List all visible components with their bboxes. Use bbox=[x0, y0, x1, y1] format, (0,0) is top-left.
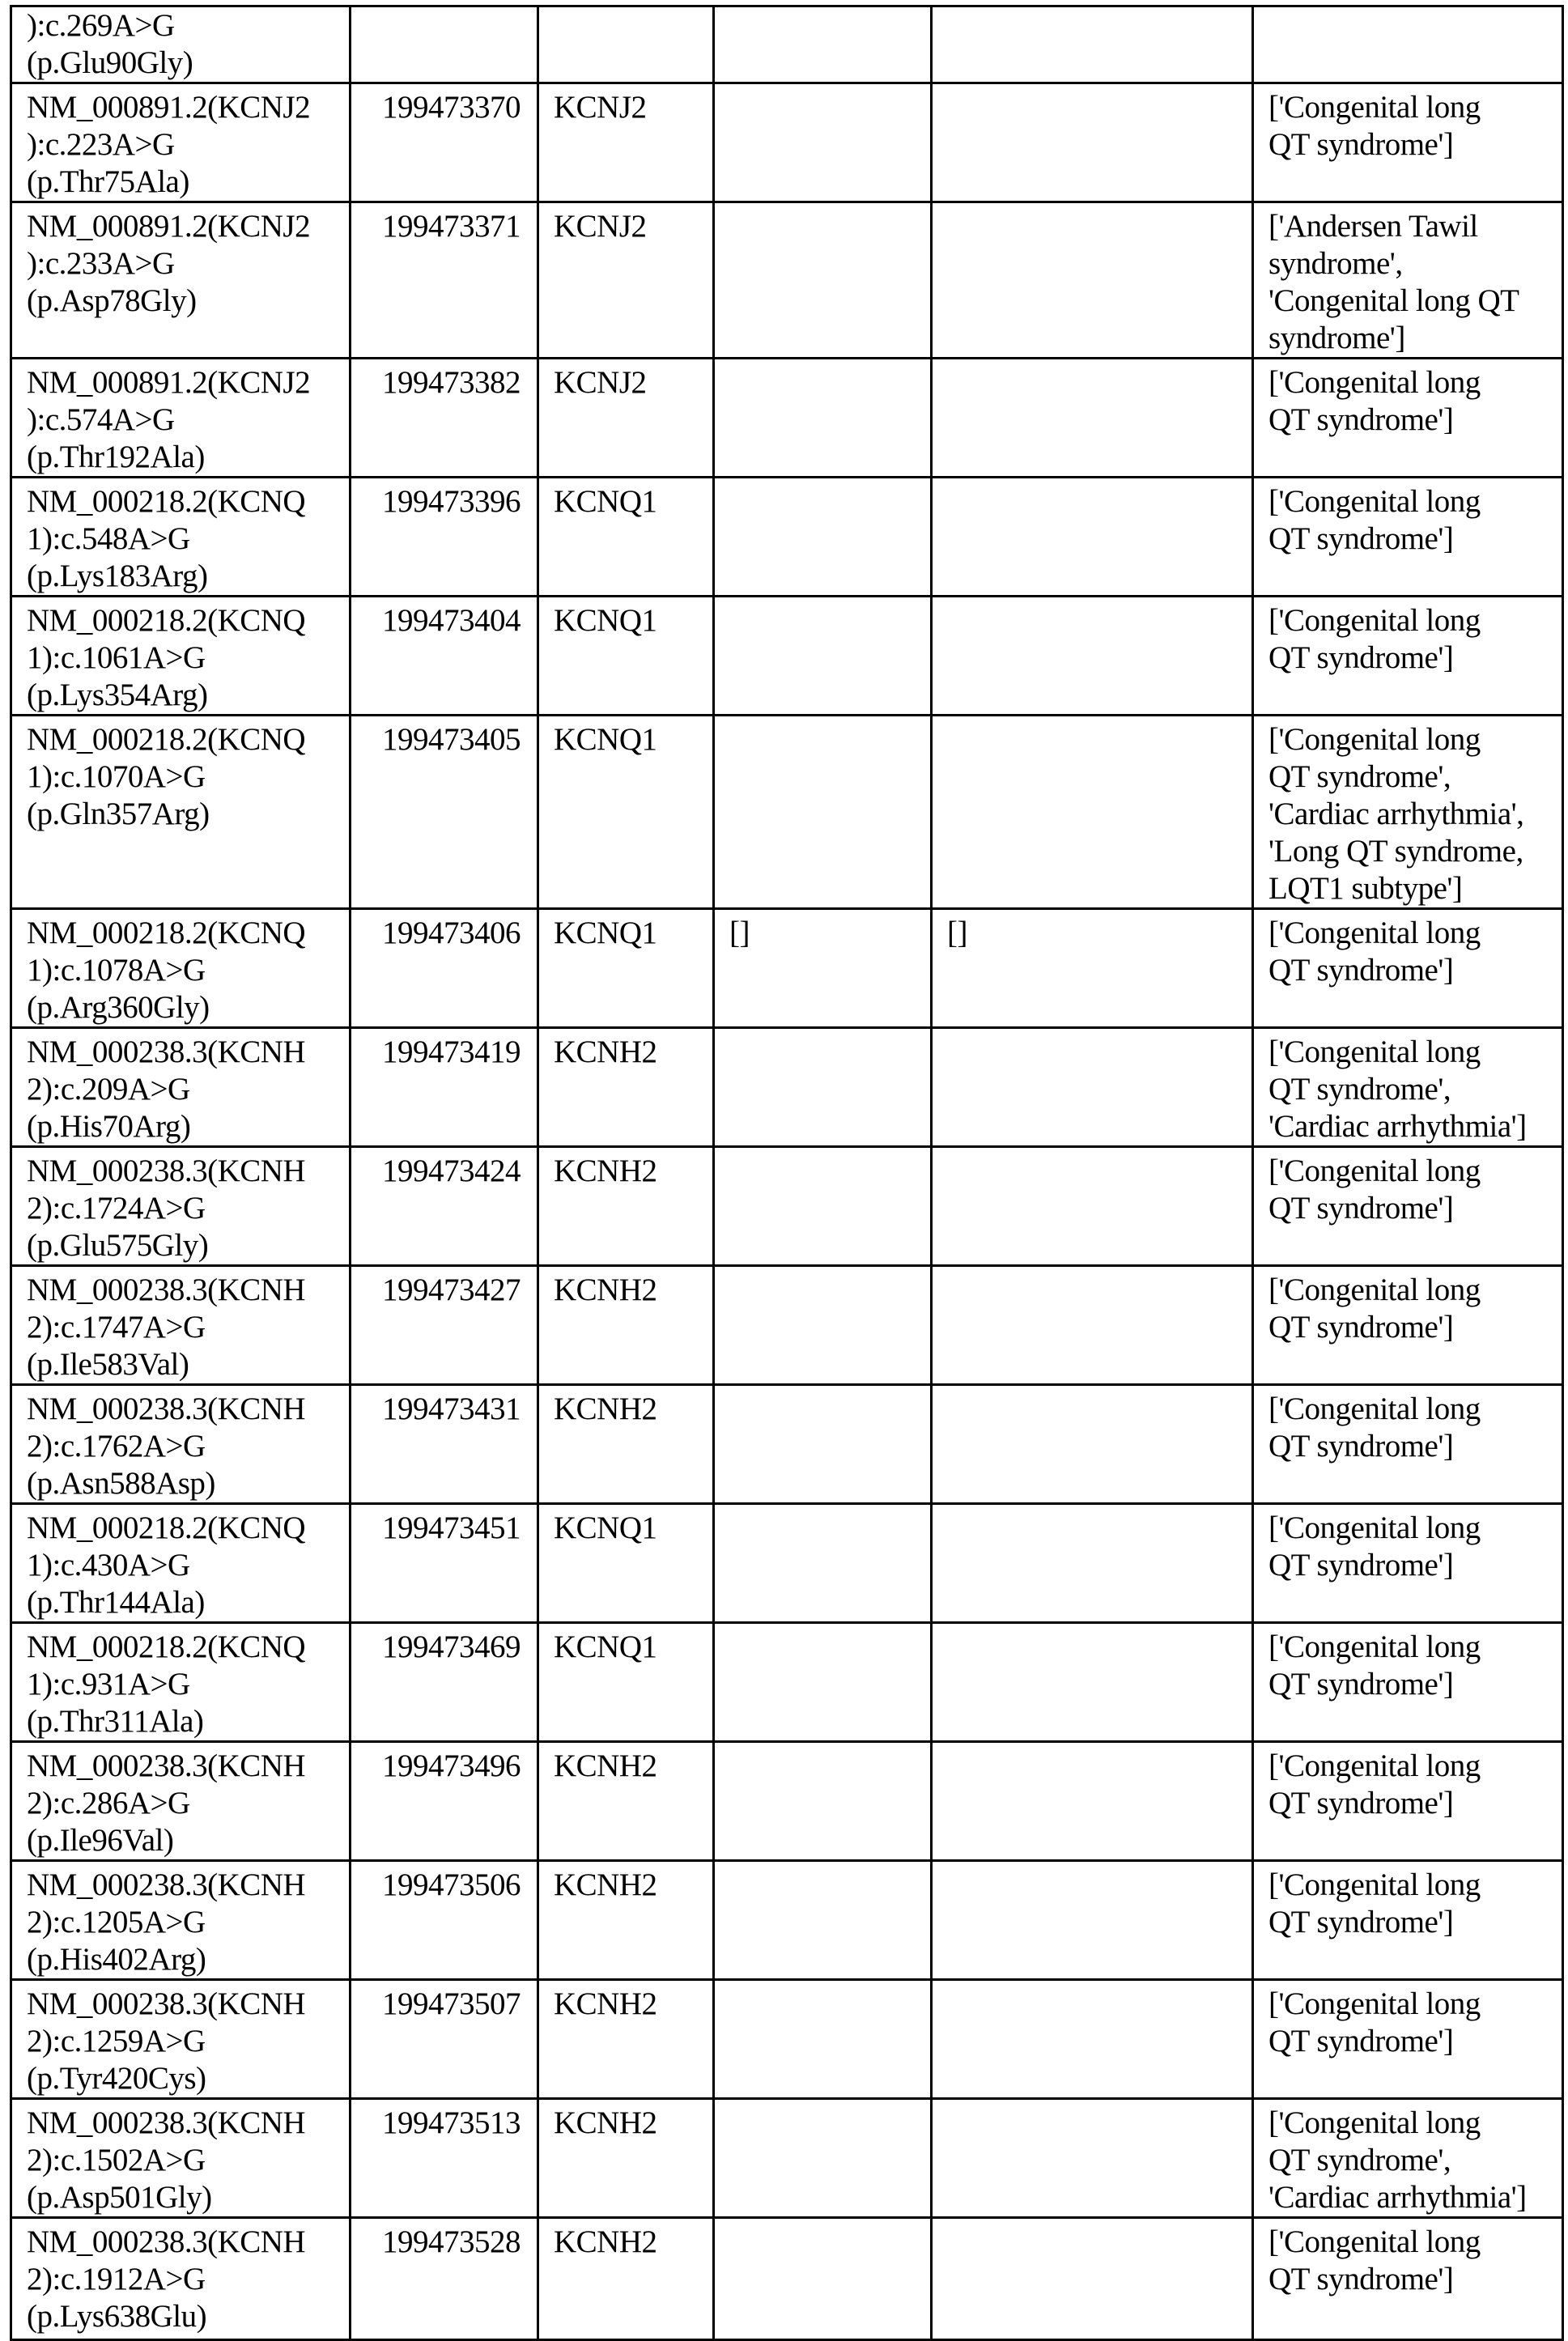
gene-cell: KCNH2 bbox=[538, 2218, 714, 2340]
variant-cell: NM_000891.2(KCNJ2 ):c.574A>G (p.Thr192Ala) bbox=[11, 359, 351, 478]
empty-list-cell-2 bbox=[932, 2218, 1253, 2340]
variant-cell: NM_000891.2(KCNJ2 ):c.233A>G (p.Asp78Gly) bbox=[11, 202, 351, 359]
table-row bbox=[11, 1504, 1563, 1623]
gene-cell: KCNH2 bbox=[538, 1980, 714, 2099]
table-row bbox=[11, 478, 1563, 597]
gene-cell: KCNJ2 bbox=[538, 359, 714, 478]
empty-list-cell-2 bbox=[932, 202, 1253, 359]
gene-cell: KCNQ1 bbox=[538, 597, 714, 716]
conditions-cell: ['Congenital long QT syndrome', 'Cardiac arrhythmia', 'Long QT syndrome, LQT1 subtype'] bbox=[1253, 716, 1563, 909]
variant-id-cell bbox=[351, 6, 538, 83]
table-row bbox=[11, 716, 1563, 909]
empty-list-cell: [] bbox=[714, 909, 932, 1028]
variant-cell: NM_000218.2(KCNQ 1):c.1061A>G (p.Lys354Arg) bbox=[11, 597, 351, 716]
gene-cell: KCNH2 bbox=[538, 1742, 714, 1861]
empty-list-cell bbox=[714, 1147, 932, 1266]
conditions-cell: ['Congenital long QT syndrome'] bbox=[1253, 2218, 1563, 2340]
variant-id-cell: 199473507 bbox=[351, 1980, 538, 2099]
conditions-cell: ['Congenital long QT syndrome'] bbox=[1253, 1266, 1563, 1385]
empty-list-cell-2 bbox=[932, 1742, 1253, 1861]
variant-id-cell: 199473424 bbox=[351, 1147, 538, 1266]
empty-list-cell bbox=[714, 83, 932, 202]
empty-list-cell bbox=[714, 597, 932, 716]
variant-id-cell: 199473513 bbox=[351, 2099, 538, 2218]
empty-list-cell bbox=[714, 2218, 932, 2340]
gene-cell: KCNH2 bbox=[538, 1147, 714, 1266]
variant-cell: NM_000238.3(KCNH 2):c.1747A>G (p.Ile583Val) bbox=[11, 1266, 351, 1385]
table-row bbox=[11, 1385, 1563, 1504]
variant-id-cell: 199473496 bbox=[351, 1742, 538, 1861]
gene-cell: KCNQ1 bbox=[538, 909, 714, 1028]
empty-list-cell bbox=[714, 6, 932, 83]
conditions-cell: ['Congenital long QT syndrome'] bbox=[1253, 1385, 1563, 1504]
variant-id-cell: 199473528 bbox=[351, 2218, 538, 2340]
gene-cell: KCNQ1 bbox=[538, 716, 714, 909]
gene-cell: KCNQ1 bbox=[538, 478, 714, 597]
gene-cell: KCNH2 bbox=[538, 1266, 714, 1385]
table-row bbox=[11, 1742, 1563, 1861]
empty-list-cell-2 bbox=[932, 1980, 1253, 2099]
empty-list-cell-2 bbox=[932, 1147, 1253, 1266]
table-row bbox=[11, 83, 1563, 202]
variant-id-cell: 199473451 bbox=[351, 1504, 538, 1623]
conditions-cell: ['Congenital long QT syndrome'] bbox=[1253, 83, 1563, 202]
gene-cell: KCNH2 bbox=[538, 1861, 714, 1980]
variant-id-cell: 199473419 bbox=[351, 1028, 538, 1147]
gene-cell bbox=[538, 6, 714, 83]
empty-list-cell bbox=[714, 202, 932, 359]
empty-list-cell bbox=[714, 478, 932, 597]
empty-list-cell-2 bbox=[932, 597, 1253, 716]
variant-cell: NM_000238.3(KCNH 2):c.1912A>G (p.Lys638Glu) bbox=[11, 2218, 351, 2340]
empty-list-cell bbox=[714, 1623, 932, 1742]
conditions-cell: ['Congenital long QT syndrome'] bbox=[1253, 909, 1563, 1028]
table-row bbox=[11, 597, 1563, 716]
table-row bbox=[11, 2099, 1563, 2218]
variant-id-cell: 199473405 bbox=[351, 716, 538, 909]
variant-cell: NM_000238.3(KCNH 2):c.1762A>G (p.Asn588Asp) bbox=[11, 1385, 351, 1504]
variant-id-cell: 199473406 bbox=[351, 909, 538, 1028]
conditions-cell: ['Congenital long QT syndrome'] bbox=[1253, 1623, 1563, 1742]
conditions-cell: ['Congenital long QT syndrome'] bbox=[1253, 478, 1563, 597]
gene-cell: KCNH2 bbox=[538, 1385, 714, 1504]
empty-list-cell bbox=[714, 716, 932, 909]
variant-cell: NM_000238.3(KCNH 2):c.286A>G (p.Ile96Val) bbox=[11, 1742, 351, 1861]
variant-id-cell: 199473427 bbox=[351, 1266, 538, 1385]
empty-list-cell bbox=[714, 1385, 932, 1504]
table-row bbox=[11, 1861, 1563, 1980]
empty-list-cell bbox=[714, 1742, 932, 1861]
table-row bbox=[11, 359, 1563, 478]
empty-list-cell-2 bbox=[932, 83, 1253, 202]
empty-list-cell bbox=[714, 1028, 932, 1147]
conditions-cell: ['Congenital long QT syndrome'] bbox=[1253, 1504, 1563, 1623]
empty-list-cell-2 bbox=[932, 716, 1253, 909]
variant-table-body bbox=[11, 6, 1563, 2340]
table-row bbox=[11, 1028, 1563, 1147]
empty-list-cell-2 bbox=[932, 1028, 1253, 1147]
empty-list-cell bbox=[714, 2099, 932, 2218]
variant-table bbox=[10, 5, 1564, 2341]
empty-list-cell-2 bbox=[932, 1504, 1253, 1623]
variant-id-cell: 199473469 bbox=[351, 1623, 538, 1742]
gene-cell: KCNQ1 bbox=[538, 1623, 714, 1742]
empty-list-cell-2 bbox=[932, 478, 1253, 597]
empty-list-cell-2 bbox=[932, 1266, 1253, 1385]
table-row bbox=[11, 2218, 1563, 2340]
variant-id-cell: 199473396 bbox=[351, 478, 538, 597]
empty-list-cell bbox=[714, 1980, 932, 2099]
conditions-cell: ['Congenital long QT syndrome'] bbox=[1253, 1147, 1563, 1266]
table-row bbox=[11, 1623, 1563, 1742]
gene-cell: KCNH2 bbox=[538, 1028, 714, 1147]
empty-list-cell bbox=[714, 1861, 932, 1980]
conditions-cell: ['Congenital long QT syndrome'] bbox=[1253, 1980, 1563, 2099]
variant-cell: NM_000238.3(KCNH 2):c.1502A>G (p.Asp501Gly) bbox=[11, 2099, 351, 2218]
variant-cell: NM_000218.2(KCNQ 1):c.1078A>G (p.Arg360Gly) bbox=[11, 909, 351, 1028]
variant-id-cell: 199473431 bbox=[351, 1385, 538, 1504]
empty-list-cell-2 bbox=[932, 1385, 1253, 1504]
variant-cell: NM_000238.3(KCNH 2):c.1259A>G (p.Tyr420Cys) bbox=[11, 1980, 351, 2099]
variant-cell: NM_000238.3(KCNH 2):c.209A>G (p.His70Arg) bbox=[11, 1028, 351, 1147]
gene-cell: KCNJ2 bbox=[538, 83, 714, 202]
empty-list-cell-2 bbox=[932, 1861, 1253, 1980]
empty-list-cell-2: [] bbox=[932, 909, 1253, 1028]
variant-id-cell: 199473382 bbox=[351, 359, 538, 478]
variant-id-cell: 199473370 bbox=[351, 83, 538, 202]
empty-list-cell-2 bbox=[932, 359, 1253, 478]
empty-list-cell-2 bbox=[932, 2099, 1253, 2218]
empty-list-cell bbox=[714, 1504, 932, 1623]
table-row bbox=[11, 1980, 1563, 2099]
empty-list-cell-2 bbox=[932, 1623, 1253, 1742]
variant-cell: NM_000218.2(KCNQ 1):c.548A>G (p.Lys183Arg) bbox=[11, 478, 351, 597]
variant-id-cell: 199473404 bbox=[351, 597, 538, 716]
empty-list-cell bbox=[714, 359, 932, 478]
gene-cell: KCNQ1 bbox=[538, 1504, 714, 1623]
conditions-cell: ['Congenital long QT syndrome', 'Cardiac arrhythmia'] bbox=[1253, 2099, 1563, 2218]
gene-cell: KCNJ2 bbox=[538, 202, 714, 359]
variant-cell: NM_000238.3(KCNH 2):c.1724A>G (p.Glu575Gly) bbox=[11, 1147, 351, 1266]
conditions-cell bbox=[1253, 6, 1563, 83]
conditions-cell: ['Andersen Tawil syndrome', 'Congenital long QT syndrome'] bbox=[1253, 202, 1563, 359]
variant-cell: NM_000218.2(KCNQ 1):c.931A>G (p.Thr311Ala) bbox=[11, 1623, 351, 1742]
variant-cell: NM_000891.2(KCNJ2 ):c.223A>G (p.Thr75Ala) bbox=[11, 83, 351, 202]
variant-id-cell: 199473506 bbox=[351, 1861, 538, 1980]
table-row bbox=[11, 1147, 1563, 1266]
variant-cell: NM_000218.2(KCNQ 1):c.430A>G (p.Thr144Ala) bbox=[11, 1504, 351, 1623]
variant-cell: NM_000218.2(KCNQ 1):c.1070A>G (p.Gln357Arg) bbox=[11, 716, 351, 909]
empty-list-cell-2 bbox=[932, 6, 1253, 83]
empty-list-cell bbox=[714, 1266, 932, 1385]
conditions-cell: ['Congenital long QT syndrome'] bbox=[1253, 597, 1563, 716]
table-row bbox=[11, 1266, 1563, 1385]
variant-cell: ):c.269A>G (p.Glu90Gly) bbox=[11, 6, 351, 83]
gene-cell: KCNH2 bbox=[538, 2099, 714, 2218]
variant-cell: NM_000238.3(KCNH 2):c.1205A>G (p.His402Arg) bbox=[11, 1861, 351, 1980]
variant-id-cell: 199473371 bbox=[351, 202, 538, 359]
table-row bbox=[11, 202, 1563, 359]
conditions-cell: ['Congenital long QT syndrome', 'Cardiac arrhythmia'] bbox=[1253, 1028, 1563, 1147]
conditions-cell: ['Congenital long QT syndrome'] bbox=[1253, 359, 1563, 478]
conditions-cell: ['Congenital long QT syndrome'] bbox=[1253, 1742, 1563, 1861]
conditions-cell: ['Congenital long QT syndrome'] bbox=[1253, 1861, 1563, 1980]
table-row bbox=[11, 6, 1563, 83]
table-row bbox=[11, 909, 1563, 1028]
